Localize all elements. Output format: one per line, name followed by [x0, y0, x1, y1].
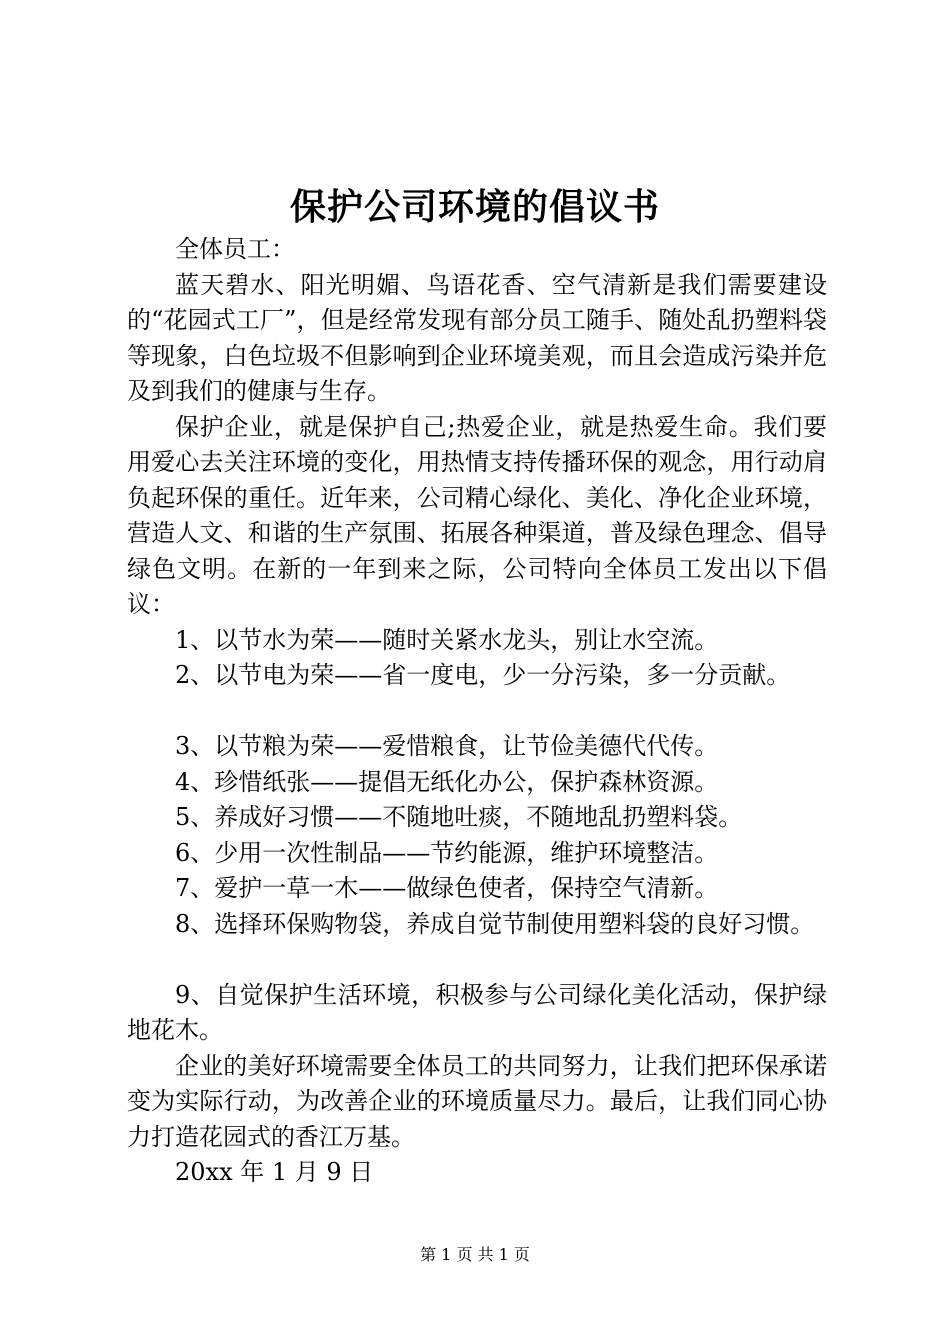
paragraph-intro: 蓝天碧水、阳光明媚、鸟语花香、空气清新是我们需要建设的“花园式工厂”，但是经常发现有部分员工随手、随处乱扔塑料袋等现象，白色垃圾不但影响到企业环境美观，而且会造成污染并危及到我们的健康与生存。 [127, 270, 827, 405]
list-item: 4、珍惜纸张——提倡无纸化办公，保护森林资源。 [175, 767, 719, 796]
list-item: 3、以节粮为荣——爱惜粮食，让节俭美德代代传。 [175, 732, 719, 760]
list-item: 6、少用一次性制品——节约能源，维护环境整洁。 [175, 838, 719, 867]
document-body [127, 232, 827, 1191]
paragraph-closing: 企业的美好环境需要全体员工的共同努力，让我们把环保承诺变为实际行动，为改善企业的环境质量尽力。最后，让我们同心协力打造花园式的香江万基。 [127, 1051, 827, 1151]
document-title: 保护公司环境的倡议书 [289, 186, 660, 228]
salutation: 全体员工： [175, 235, 295, 263]
list-item: 9、自觉保护生活环境，积极参与公司绿化美化活动，保护绿地花木。 [127, 980, 827, 1044]
paragraph-initiative: 保护企业，就是保护自己;热爱企业，就是热爱生命。我们要用爱心去关注环境的变化，用热情支持传播环保的观念，用行动肩负起环保的重任。近年来，公司精心绿化、美化、净化企业环境，营造人文、和谐的生产氛围、拓展各种渠道，普及绿色理念、倡导绿色文明。在新的一年到来之际，公司特向全体员工发出以下倡议： [127, 412, 827, 618]
document-date: 20xx 年 1 月 9 日 [175, 1158, 374, 1186]
blank-line [127, 942, 827, 978]
list-item: 8、选择环保购物袋，养成自觉节制使用塑料袋的良好习惯。 [175, 909, 815, 938]
page-footer: 第 1 页 共 1 页 [420, 1245, 530, 1264]
list-item: 1、以节水为荣——随时关紧水龙头，别让水空流。 [175, 625, 719, 654]
list-item: 7、爱护一草一木——做绿色使者，保持空气清新。 [175, 874, 719, 902]
list-item: 5、养成好习惯——不随地吐痰，不随地乱扔塑料袋。 [175, 803, 743, 831]
blank-line [127, 694, 827, 730]
list-item: 2、以节电为荣——省一度电，少一分污染，多一分贡献。 [175, 661, 791, 689]
